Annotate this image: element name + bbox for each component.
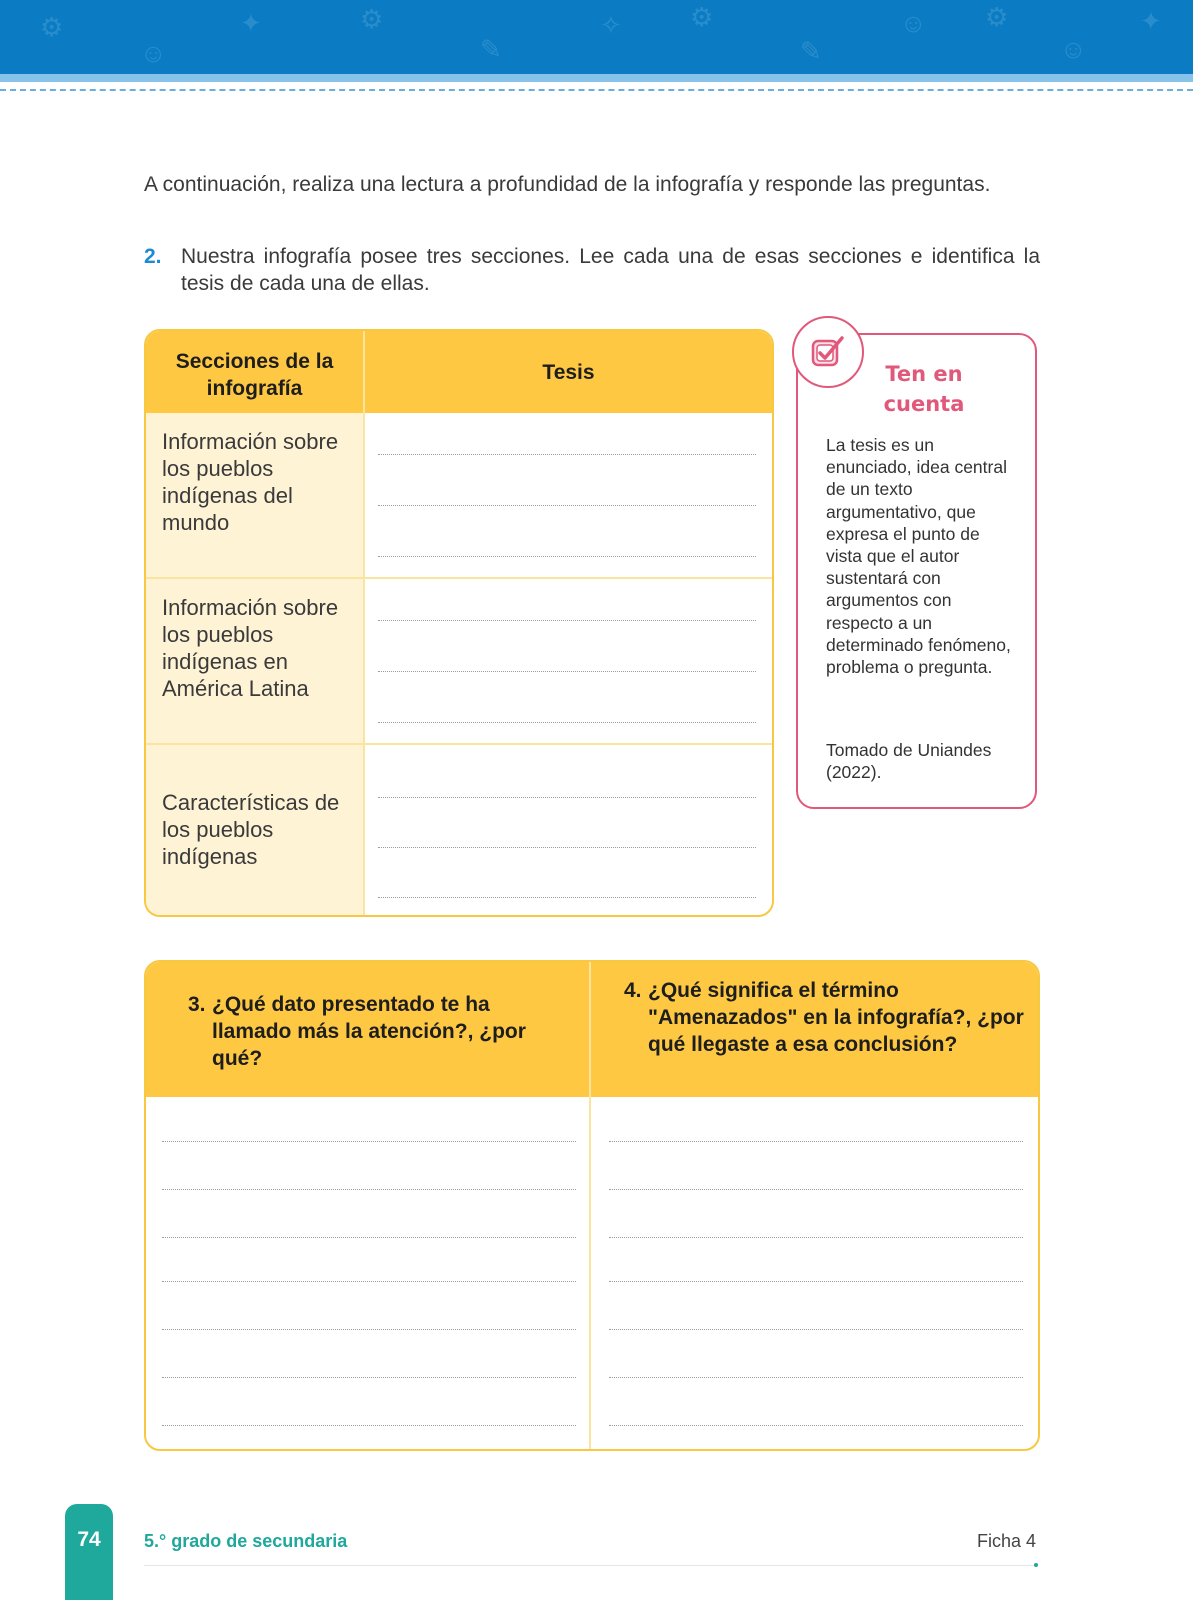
page-number: 74	[77, 1528, 101, 1551]
q4-answer-line[interactable]	[609, 1425, 1023, 1426]
section-label-latin-america: Información sobre los pueblos indígenas en América Latina	[162, 595, 339, 701]
section-label-world: Información sobre los pueblos indígenas del mundo	[162, 429, 339, 535]
thesis-answer-line[interactable]	[378, 505, 756, 506]
footer-divider	[144, 1565, 1036, 1566]
page-number-tab	[65, 1504, 113, 1600]
q4-answer-line[interactable]	[609, 1189, 1023, 1190]
q4-answer-line[interactable]	[609, 1329, 1023, 1330]
question-3-text: ¿Qué dato presentado te ha llamado más la atención?, ¿por qué?	[212, 993, 526, 1070]
intro-text: A continuación, realiza una lectura a profundidad de la infografía y responde las preguntas.	[144, 173, 991, 196]
gear-doodle-icon: ⚙	[40, 12, 64, 42]
q3-answer-line[interactable]	[162, 1281, 576, 1282]
ficha-label: Ficha 4	[976, 1531, 1036, 1551]
question-3-number: 3.	[188, 993, 206, 1016]
header-banner	[0, 0, 1193, 74]
question-2-text: Nuestra infografía posee tres secciones. Lee cada una de esas secciones e identifica la tesis de cada una de ellas.	[181, 245, 1040, 295]
footer-dot	[1034, 1563, 1038, 1567]
q4-answer-line[interactable]	[609, 1237, 1023, 1238]
q4-answer-line[interactable]	[609, 1377, 1023, 1378]
question-2	[144, 243, 1040, 297]
q4-answer-line[interactable]	[609, 1141, 1023, 1142]
column-divider	[363, 331, 365, 915]
smiley-doodle-icon: ☺	[900, 8, 927, 38]
question-4	[624, 977, 1024, 1058]
question-2-number: 2.	[144, 245, 162, 268]
question-4-number: 4.	[624, 979, 642, 1002]
sections-column-header: Secciones de la infografía	[175, 350, 334, 400]
thesis-answer-line[interactable]	[378, 454, 756, 455]
section-label-characteristics: Características de los pueblos indígenas	[162, 790, 340, 869]
thesis-column-header: Tesis	[542, 361, 595, 384]
q3-answer-line[interactable]	[162, 1377, 576, 1378]
star-doodle-icon: ✦	[240, 8, 262, 38]
thesis-answer-line[interactable]	[378, 847, 756, 848]
question-4-text: ¿Qué significa el término "Amenazados" en la infografía?, ¿por qué llegaste a esa conclusión?	[648, 979, 1024, 1056]
star-doodle-icon: ✦	[1140, 6, 1162, 36]
gear-doodle-icon: ⚙	[985, 2, 1009, 32]
row-divider	[146, 577, 772, 579]
column-divider	[589, 962, 591, 1449]
question-3	[188, 991, 558, 1072]
q3-answer-line[interactable]	[162, 1189, 576, 1190]
thesis-answer-line[interactable]	[378, 556, 756, 557]
thesis-answer-line[interactable]	[378, 671, 756, 672]
grade-label: 5.° grado de secundaria	[144, 1531, 348, 1551]
pencil-doodle-icon: ✎	[800, 36, 822, 66]
gear-doodle-icon: ⚙	[690, 2, 714, 32]
header-dashed-divider	[0, 89, 1193, 91]
q3-answer-line[interactable]	[162, 1329, 576, 1330]
star-doodle-icon: ✧	[600, 10, 622, 40]
smiley-doodle-icon: ☺	[140, 38, 167, 68]
q4-answer-line[interactable]	[609, 1281, 1023, 1282]
q3-answer-line[interactable]	[162, 1425, 576, 1426]
thesis-answer-line[interactable]	[378, 722, 756, 723]
thesis-table	[144, 329, 774, 917]
questions-table	[144, 960, 1040, 1451]
row-divider	[146, 743, 772, 745]
tip-body: La tesis es un enunciado, idea central de un texto argumentativo, que expresa el punto de vista que el autor sustentará con argumentos con respecto a un determinado fenómeno, problema o pregunta.	[826, 435, 1011, 678]
thesis-answer-line[interactable]	[378, 620, 756, 621]
q3-answer-line[interactable]	[162, 1141, 576, 1142]
pencil-doodle-icon: ✎	[480, 34, 502, 64]
thesis-answer-line[interactable]	[378, 897, 756, 898]
thesis-answer-line[interactable]	[378, 797, 756, 798]
q3-answer-line[interactable]	[162, 1237, 576, 1238]
gear-doodle-icon: ⚙	[360, 4, 384, 34]
tip-icon-circle	[792, 316, 864, 388]
smiley-doodle-icon: ☺	[1060, 34, 1087, 64]
tip-source: Tomado de Uniandes (2022).	[826, 740, 992, 783]
tip-title: Ten en cuenta	[883, 362, 965, 416]
checkbox-icon	[810, 334, 846, 370]
header-strip	[0, 74, 1193, 82]
